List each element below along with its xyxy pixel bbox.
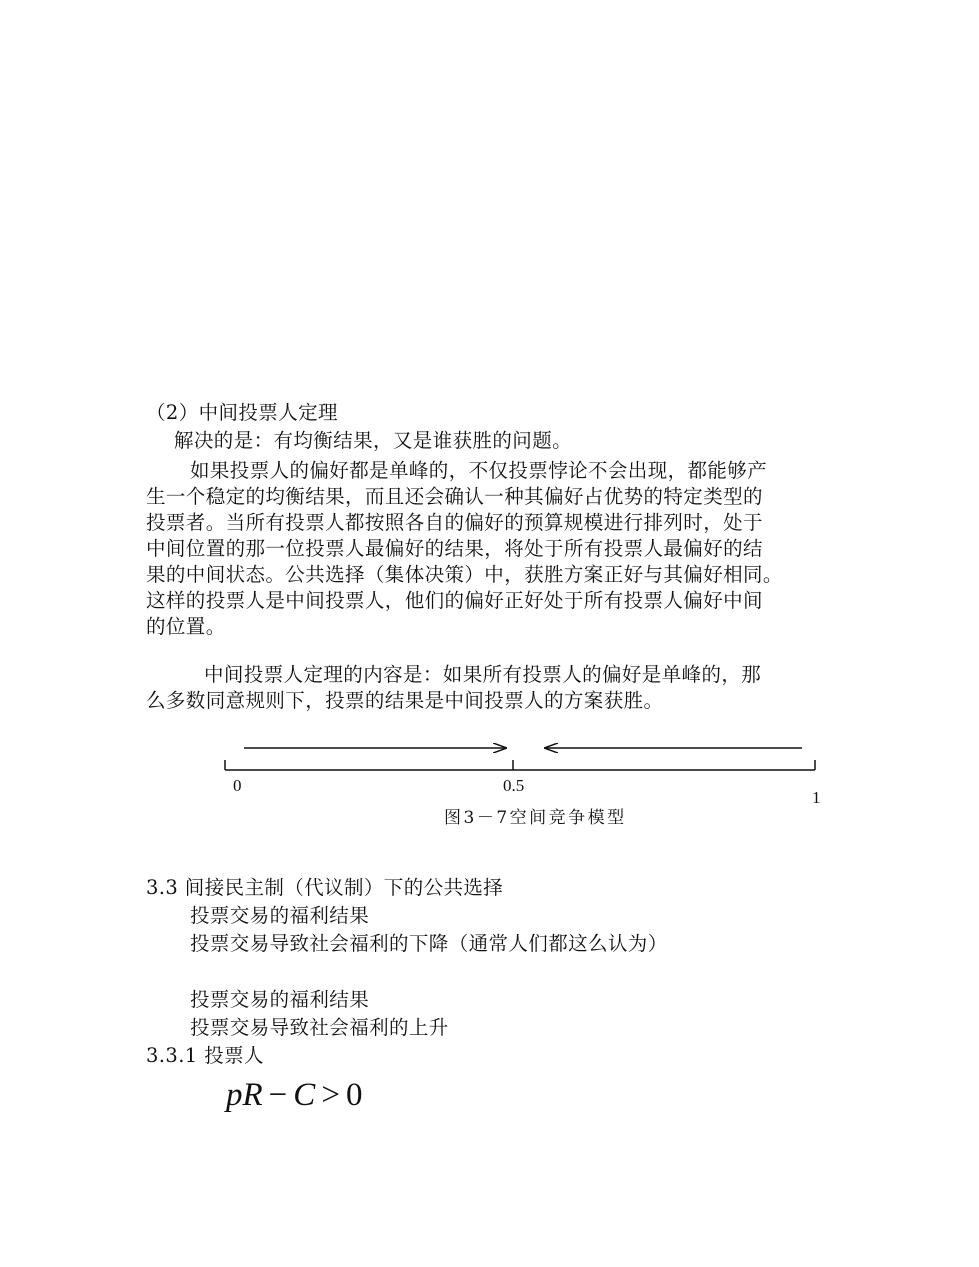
intro-line: 解决的是：有均衡结果，又是谁获胜的问题。: [174, 429, 573, 452]
paragraph-line: 如果投票人的偏好都是单峰的，不仅投票悖论不会出现，都能够产: [190, 459, 768, 482]
formula-gt: >: [321, 1077, 340, 1113]
figure-caption: 图3－7空间竞争模型: [444, 808, 627, 828]
list-a-item: 投票交易的福利结果: [190, 904, 370, 927]
formula-p: p: [226, 1077, 243, 1113]
paragraph-line: 么多数同意规则下，投票的结果是中间投票人的方案获胜。: [146, 689, 664, 712]
list-b-item: 投票交易的福利结果: [190, 988, 370, 1011]
paragraph-line: 的位置。: [146, 615, 226, 638]
section-heading: （2）中间投票人定理: [146, 401, 338, 424]
formula-minus: −: [268, 1077, 288, 1113]
tick-label-1: 1: [812, 788, 821, 807]
paragraph-line: 这样的投票人是中间投票人，他们的偏好正好处于所有投票人偏好中间: [146, 589, 763, 612]
paragraph-line: 投票者。当所有投票人都按照各自的偏好的预算规模进行排列时，处于: [146, 511, 763, 534]
voter-formula: [226, 1074, 362, 1116]
tick-label-0: 0: [233, 776, 242, 795]
formula-C: C: [293, 1077, 316, 1113]
list-a-item: 投票交易导致社会福利的下降（通常人们都这么认为）: [190, 932, 668, 955]
paragraph-line: 中间投票人定理的内容是：如果所有投票人的偏好是单峰的，那: [204, 663, 762, 686]
section-3-3-1-heading: 3.3.1 投票人: [146, 1044, 264, 1067]
paragraph-2: [146, 662, 846, 714]
paragraph-line: 果的中间状态。公共选择（集体决策）中，获胜方案正好与其偏好相同。: [146, 563, 783, 586]
section-3-3-heading: 3.3 间接民主制（代议制）下的公共选择: [146, 876, 504, 899]
paragraph-line: 中间位置的那一位投票人最偏好的结果，将处于所有投票人最偏好的结: [146, 537, 763, 560]
list-b-item: 投票交易导致社会福利的上升: [190, 1016, 449, 1039]
formula-R: R: [242, 1077, 263, 1113]
paragraph-line: 生一个稳定的均衡结果，而且还会确认一种其偏好占优势的特定类型的: [146, 485, 763, 508]
tick-label-0-5: 0.5: [503, 776, 525, 795]
formula-zero: 0: [345, 1077, 363, 1113]
paragraph-1: [146, 458, 846, 640]
